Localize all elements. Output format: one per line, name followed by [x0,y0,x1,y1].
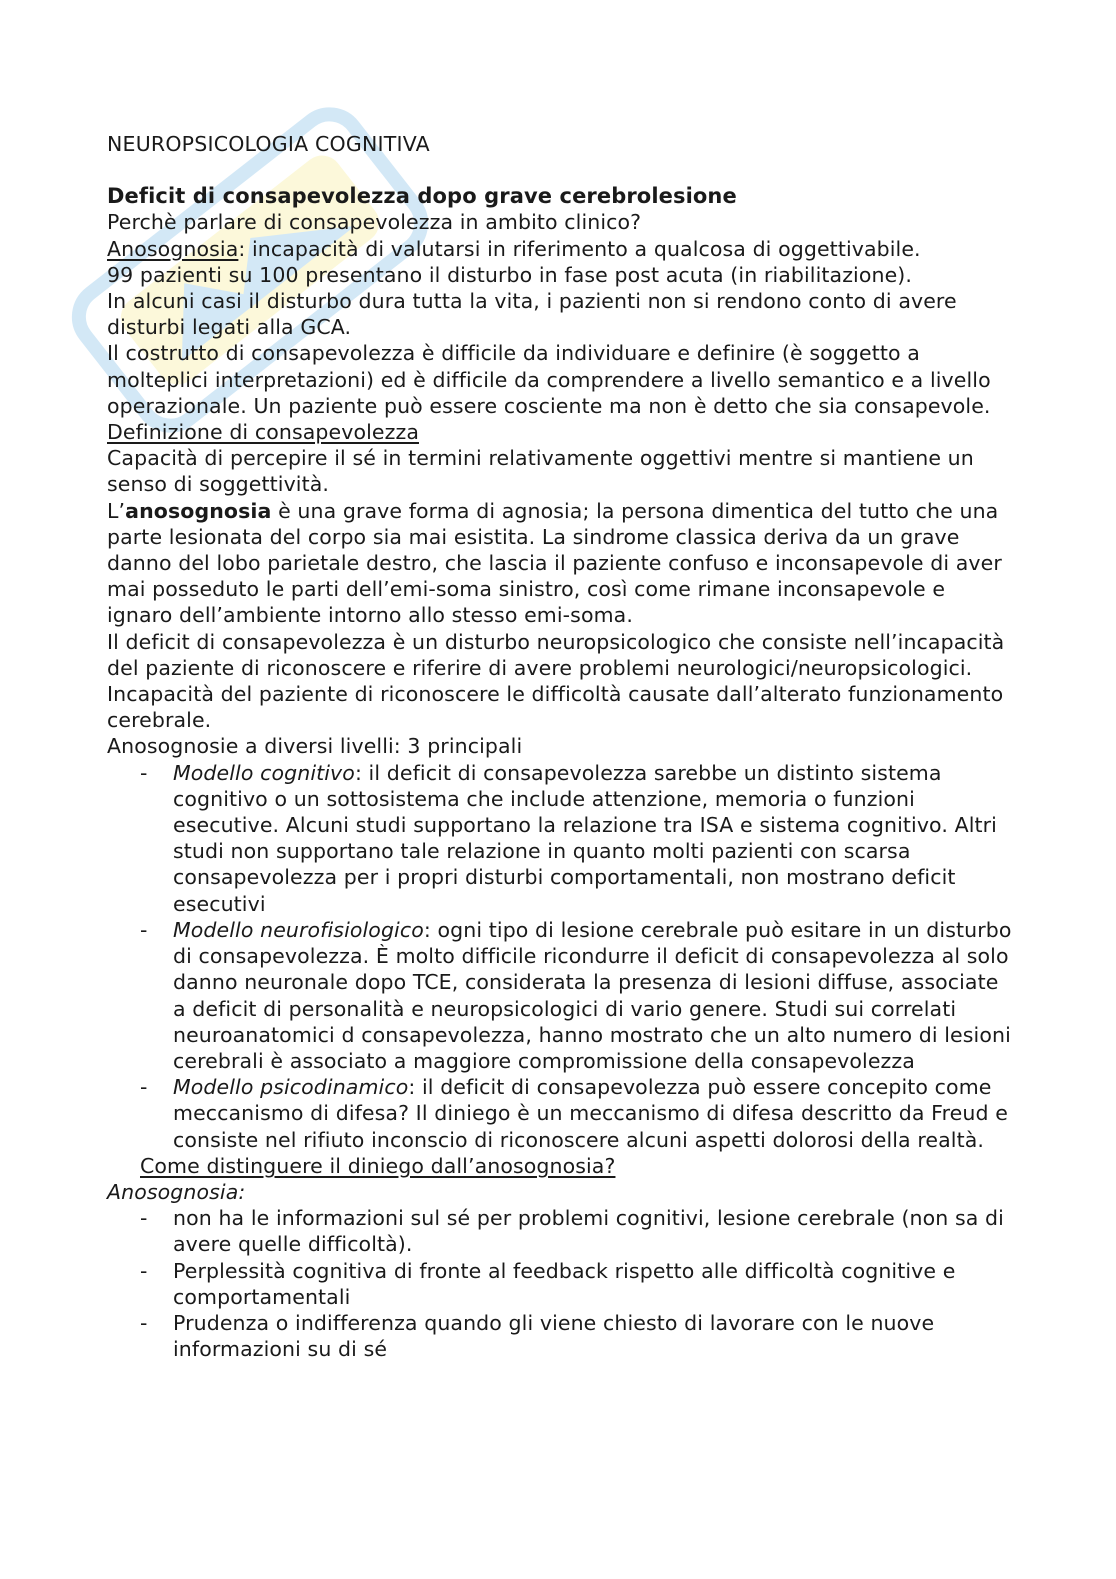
list-item [173,1074,1017,1153]
anosognosia-paragraph-text: è una grave forma di agnosia; la persona dimentica del tutto che una parte lesionata del corpo sia mai esistita. La sindrome classica deriva da un grave danno del lobo parietale destro, che lascia il paziente confuso e inconsapevole di aver mai posseduto le parti dell’emi-soma sinistro, così come rimane inconsapevole e ignaro dell’ambiente intorno allo stesso emi-soma. [107,498,1002,628]
levels-intro: Anosognosie a diversi livelli: 3 principali [107,734,523,759]
construct-paragraph: Il costrutto di consapevolezza è difficile da individuare e definire (è soggetto a molteplici interpretazioni) ed è difficile da comprendere a livello semantico e a livello operazionale. Un paziente può essere cosciente ma non è detto che sia consapevole. [107,341,991,418]
definition-heading: Definizione di consapevolezza [107,420,419,445]
anosognosia-bold-term: anosognosia [125,498,272,523]
model-name: Modello neurofisiologico [173,917,424,942]
anosognosia-prefix: L’ [107,498,126,523]
intro-question: Perchè parlare di consapevolezza in ambito clinico? [107,210,642,235]
list-item: - Perplessità cognitiva di fronte al feedback rispetto alle difficoltà cognitive e comportamentali [173,1258,1017,1310]
list-item [173,760,1017,917]
models-list [107,760,1017,1153]
section-heading: Deficit di consapevolezza dopo grave cerebrolesione [107,184,737,209]
incapacity-paragraph: Incapacità del paziente di riconoscere le difficoltà causate dall’alterato funzionamento cerebrale. [107,682,1004,733]
anosognosia-label: Anosognosia: [107,1179,246,1204]
model-name: Modello psicodinamico [173,1075,409,1100]
document-title: NEUROPSICOLOGIA COGNITIVA [107,132,430,156]
stats-paragraph: 99 pazienti su 100 presentano il disturbo in fase post acuta (in riabilitazione). [107,262,913,287]
list-item: - non ha le informazioni sul sé per problemi cognitivi, lesione cerebrale (non sa di avere quelle difficoltà). [173,1205,1017,1257]
document-page [107,131,1017,1362]
distinguish-heading: Come distinguere il diniego dall’anosognosia? [140,1153,616,1178]
anosognosia-definition-text: : incapacità di valutarsi in riferimento a qualcosa di oggettivabile. [238,236,921,261]
deficit-paragraph: Il deficit di consapevolezza è un disturbo neuropsicologico che consiste nell’incapacità del paziente di riconoscere e riferire di avere problemi neurologici/neuropsicologici. [107,629,1005,680]
list-item [173,917,1017,1074]
model-text: : il deficit di consapevolezza può essere concepito come meccanismo di difesa? Il diniego è un meccanismo di difesa descritto da Freud e consiste nel rifiuto inconscio di riconoscere alcuni aspetti dolorosi della realtà. [173,1075,1008,1152]
anosognosia-term: Anosognosia [107,236,239,261]
list-item: - Prudenza o indifferenza quando gli viene chiesto di lavorare con le nuove informazioni su di sé [173,1310,1017,1362]
model-text: : ogni tipo di lesione cerebrale può esitare in un disturbo di consapevolezza. È molto difficile ricondurre il deficit di consapevolezza al solo danno neuronale dopo TCE, considerata la presenza di lesioni diffuse, associate a deficit di personalità e neuropsicologici di vario genere. Studi sui correlati neuroanatomici d consapevolezza, hanno mostrato che un alto numero di lesioni cerebrali è associato a maggiore compromissione della consapevolezza [173,917,1012,1073]
duration-paragraph: In alcuni casi il disturbo dura tutta la vita, i pazienti non si rendono conto di avere disturbi legati alla GCA. [107,289,957,340]
anosognosia-points-list [107,1205,1017,1362]
model-text: : il deficit di consapevolezza sarebbe un distinto sistema cognitivo o un sottosistema che include attenzione, memoria o funzioni esecutive. Alcuni studi supportano la relazione tra ISA e sistema cognitivo. Altri studi non supportano tale relazione in quanto molti pazienti con scarsa consapevolezza per i propri disturbi comportamentali, non mostrano deficit esecutivi [173,760,997,916]
anosognosia-paragraph [107,498,1017,629]
definition-text: Capacità di percepire il sé in termini relativamente oggettivi mentre si mantiene un senso di soggettività. [107,446,974,497]
anosognosia-definition [107,236,1017,262]
model-name: Modello cognitivo [173,760,355,785]
distinguish-heading-wrap [107,1153,1017,1179]
